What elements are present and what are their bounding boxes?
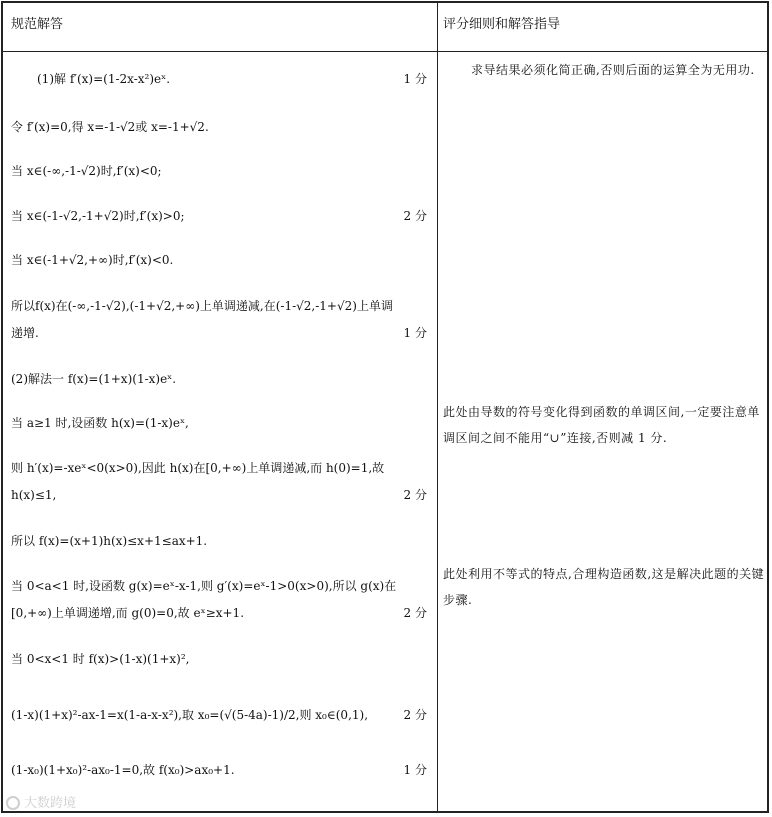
- solution-line-13: 当 0<a<1 时,设函数 g(x)=eˣ-x-1,则 g′(x)=eˣ-1>0(x>0),所以 g(x)在: [11, 579, 397, 593]
- solution-line-3: 当 x∈(-∞,-1-√2)时,f′(x)<0;: [11, 164, 162, 178]
- watermark-logo-icon: [6, 796, 20, 810]
- solution-line-11: h(x)≤1, 2 分: [11, 488, 427, 502]
- solution-line-4: 当 x∈(-1-√2,-1+√2)时,f′(x)>0; 2 分: [11, 209, 427, 223]
- grading-note-1: 求导结果必须化简正确,否则后面的运算全为无用功.: [471, 63, 755, 77]
- solution-line-10: 则 h′(x)=-xeˣ<0(x>0),因此 h(x)在[0,+∞)上单调递减,而 h(0)=1,故: [11, 461, 385, 475]
- solution-line-12: 所以 f(x)=(x+1)h(x)≤x+1≤ax+1.: [11, 534, 208, 548]
- solution-line-17: (1-x₀)(1+x₀)²-ax₀-1=0,故 f(x₀)>ax₀+1. 1 分: [11, 763, 427, 777]
- column-divider: [437, 3, 438, 811]
- header-divider: [3, 51, 767, 52]
- solution-line-8: (2)解法一 f(x)=(1+x)(1-x)eˣ.: [11, 372, 177, 386]
- watermark-text: 大数跨境: [24, 796, 77, 811]
- solution-line-7: 递增. 1 分: [11, 326, 427, 340]
- solution-line-2: 令 f′(x)=0,得 x=-1-√2或 x=-1+√2.: [11, 120, 209, 134]
- grading-note-2: 此处由导数的符号变化得到函数的单调区间,一定要注意单调区间之间不能用“∪”连接,否则减 1 分.: [443, 405, 760, 445]
- grading-note-3: 此处利用不等式的特点,合理构造函数,这是解决此题的关键步骤.: [443, 567, 765, 607]
- solution-line-15: 当 0<x<1 时 f(x)>(1-x)(1+x)²,: [11, 652, 190, 666]
- solution-line-14: [0,+∞)上单调递增,而 g(0)=0,故 eˣ≥x+1. 2 分: [11, 606, 427, 620]
- header-standard-solution: 规范解答: [11, 17, 64, 32]
- solution-line-1: (1)解 f′(x)=(1-2x-x²)eˣ. 1 分: [37, 72, 427, 86]
- solution-table: [1, 1, 769, 813]
- header-grading-guide: 评分细则和解答指导: [443, 17, 561, 32]
- solution-line-6: 所以f(x)在(-∞,-1-√2),(-1+√2,+∞)上单调递减,在(-1-√2,-1+√2)上单调: [11, 299, 393, 313]
- solution-line-16: (1-x)(1+x)²-ax-1=x(1-a-x-x²),取 x₀=(√(5-4a)-1)/2,则 x₀∈(0,1), 2 分: [11, 708, 427, 722]
- solution-line-9: 当 a≥1 时,设函数 h(x)=(1-x)eˣ,: [11, 416, 189, 430]
- watermark: [6, 792, 76, 811]
- solution-line-5: 当 x∈(-1+√2,+∞)时,f′(x)<0.: [11, 253, 174, 267]
